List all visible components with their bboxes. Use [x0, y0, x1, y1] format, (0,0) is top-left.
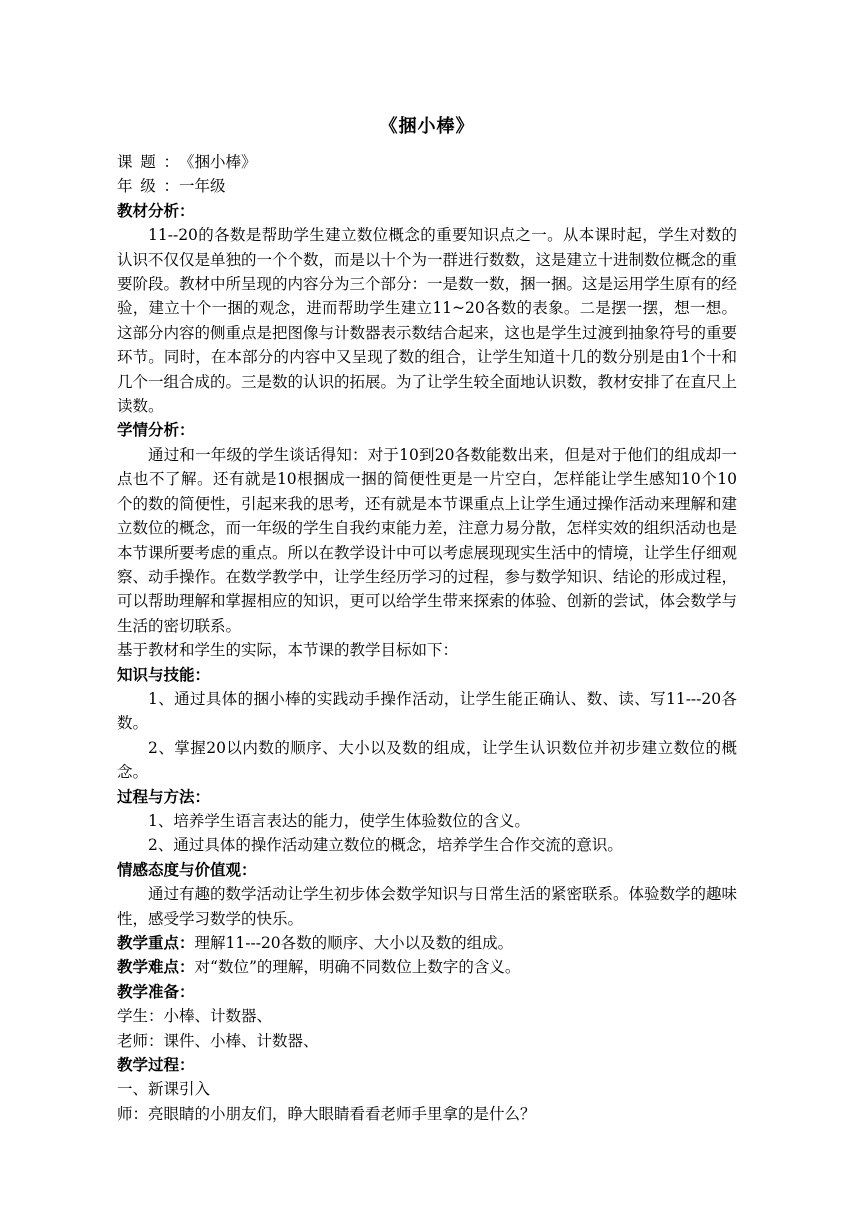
preparation-heading: 教学准备：: [117, 981, 195, 1001]
key-point-label: 教学重点：: [117, 933, 195, 952]
grade-row: [117, 174, 737, 198]
preparation-students: 学生：小棒、计数器、: [117, 1007, 273, 1026]
grade-label: 年级：: [117, 177, 179, 196]
textbook-analysis-paragraph: 11--20的各数是帮助学生建立数位概念的重要知识点之一。从本课时起，学生对数的认识不仅仅是单独的一个个数，而是以十个为一群进行数数，这是建立十进制数位概念的重要阶段。教材中所呈现的内容分为三个部分：一是数一数，捆一捆。这是运用学生原有的经验，建立十个一捆的观念，进而帮助学生建立11~20各数的表象。二是摆一摆，想一想。这部分内容的侧重点是把图像与计数器表示数结合起来，这也是学生过渡到抽象符号的重要环节。同时，在本部分的内容中又呈现了数的组合，让学生知道十几的数分别是由1个十和几个一组合成的。三是数的认识的拓展。为了让学生较全面地认识数，教材安排了在直尺上读数。: [117, 226, 738, 416]
emotion-values-paragraph: 通过有趣的数学活动让学生初步体会数学知识与日常生活的紧密联系。体验数学的趣味性，感受学习数学的快乐。: [117, 885, 738, 928]
preparation-teacher: 老师：课件、小棒、计数器、: [117, 1031, 319, 1050]
difficult-point-label: 教学难点：: [117, 957, 195, 977]
textbook-analysis-heading: 教材分析：: [117, 200, 195, 220]
difficult-point-text: 对“数位”的理解，明确不同数位上数字的含义。: [194, 958, 521, 977]
knowledge-skills-heading: 知识与技能：: [117, 664, 211, 684]
process-step-1: 一、新课引入: [117, 1080, 211, 1099]
process-line-1: 师：亮眼睛的小朋友们，睁大眼睛看看老师手里拿的是什么？: [117, 1104, 536, 1123]
process-methods-heading: 过程与方法：: [117, 786, 211, 806]
emotion-values-heading: 情感态度与价值观：: [117, 859, 257, 879]
topic-row: [117, 150, 737, 174]
process-methods-item-2: 2、通过具体的操作活动建立数位的概念，培养学生合作交流的意识。: [148, 836, 623, 855]
grade-value: 一年级: [179, 177, 226, 196]
student-analysis-paragraph: 通过和一年级的学生谈话得知：对于10到20各数能数出来，但是对于他们的组成却一点也不了解。还有就是10根捆成一捆的简便性更是一片空白，怎样能让学生感知10个10 个的数的简便性，引起来我的思考，还有就是本节课重点上让学生通过操作活动来理解和建立数位的概念，而一年级的学生自我约束能力差，注意力易分散，怎样实效的组织活动也是本节课所要考虑的重点。所以在教学设计中可以考虑展现现实生活中的情境，让学生仔细观察、动手操作。在数学教学中，让学生经历学习的过程，参与数学知识、结论的形成过程，可以帮助理解和掌握相应的知识，更可以给学生带来探索的体验、创新的尝试，体会数学与生活的密切联系。: [117, 445, 738, 635]
document-page: [117, 114, 737, 1126]
document-title: 《捆小棒》: [379, 116, 475, 137]
topic-value: 《捆小棒》: [179, 153, 257, 171]
student-analysis-heading: 学情分析：: [117, 420, 195, 440]
knowledge-skills-item-1: 1、通过具体的捆小棒的实践动手操作活动，让学生能正确认、数、读、写11---20各数。: [117, 689, 737, 733]
teaching-process-heading: 教学过程：: [117, 1055, 195, 1075]
process-methods-item-1: 1、培养学生语言表达的能力，使学生体验数位的含义。: [148, 811, 530, 830]
key-point-text: 理解11---20各数的顺序、大小以及数的组成。: [194, 934, 514, 952]
key-point-row: [117, 931, 737, 955]
knowledge-skills-item-2: 2、掌握20以内数的顺序、大小以及数的组成，让学生认识数位并初步建立数位的概念。: [117, 738, 737, 782]
topic-label: 课题：: [117, 153, 179, 171]
goals-intro: 基于教材和学生的实际，本节课的教学目标如下：: [117, 641, 459, 660]
difficult-point-row: [117, 955, 737, 979]
